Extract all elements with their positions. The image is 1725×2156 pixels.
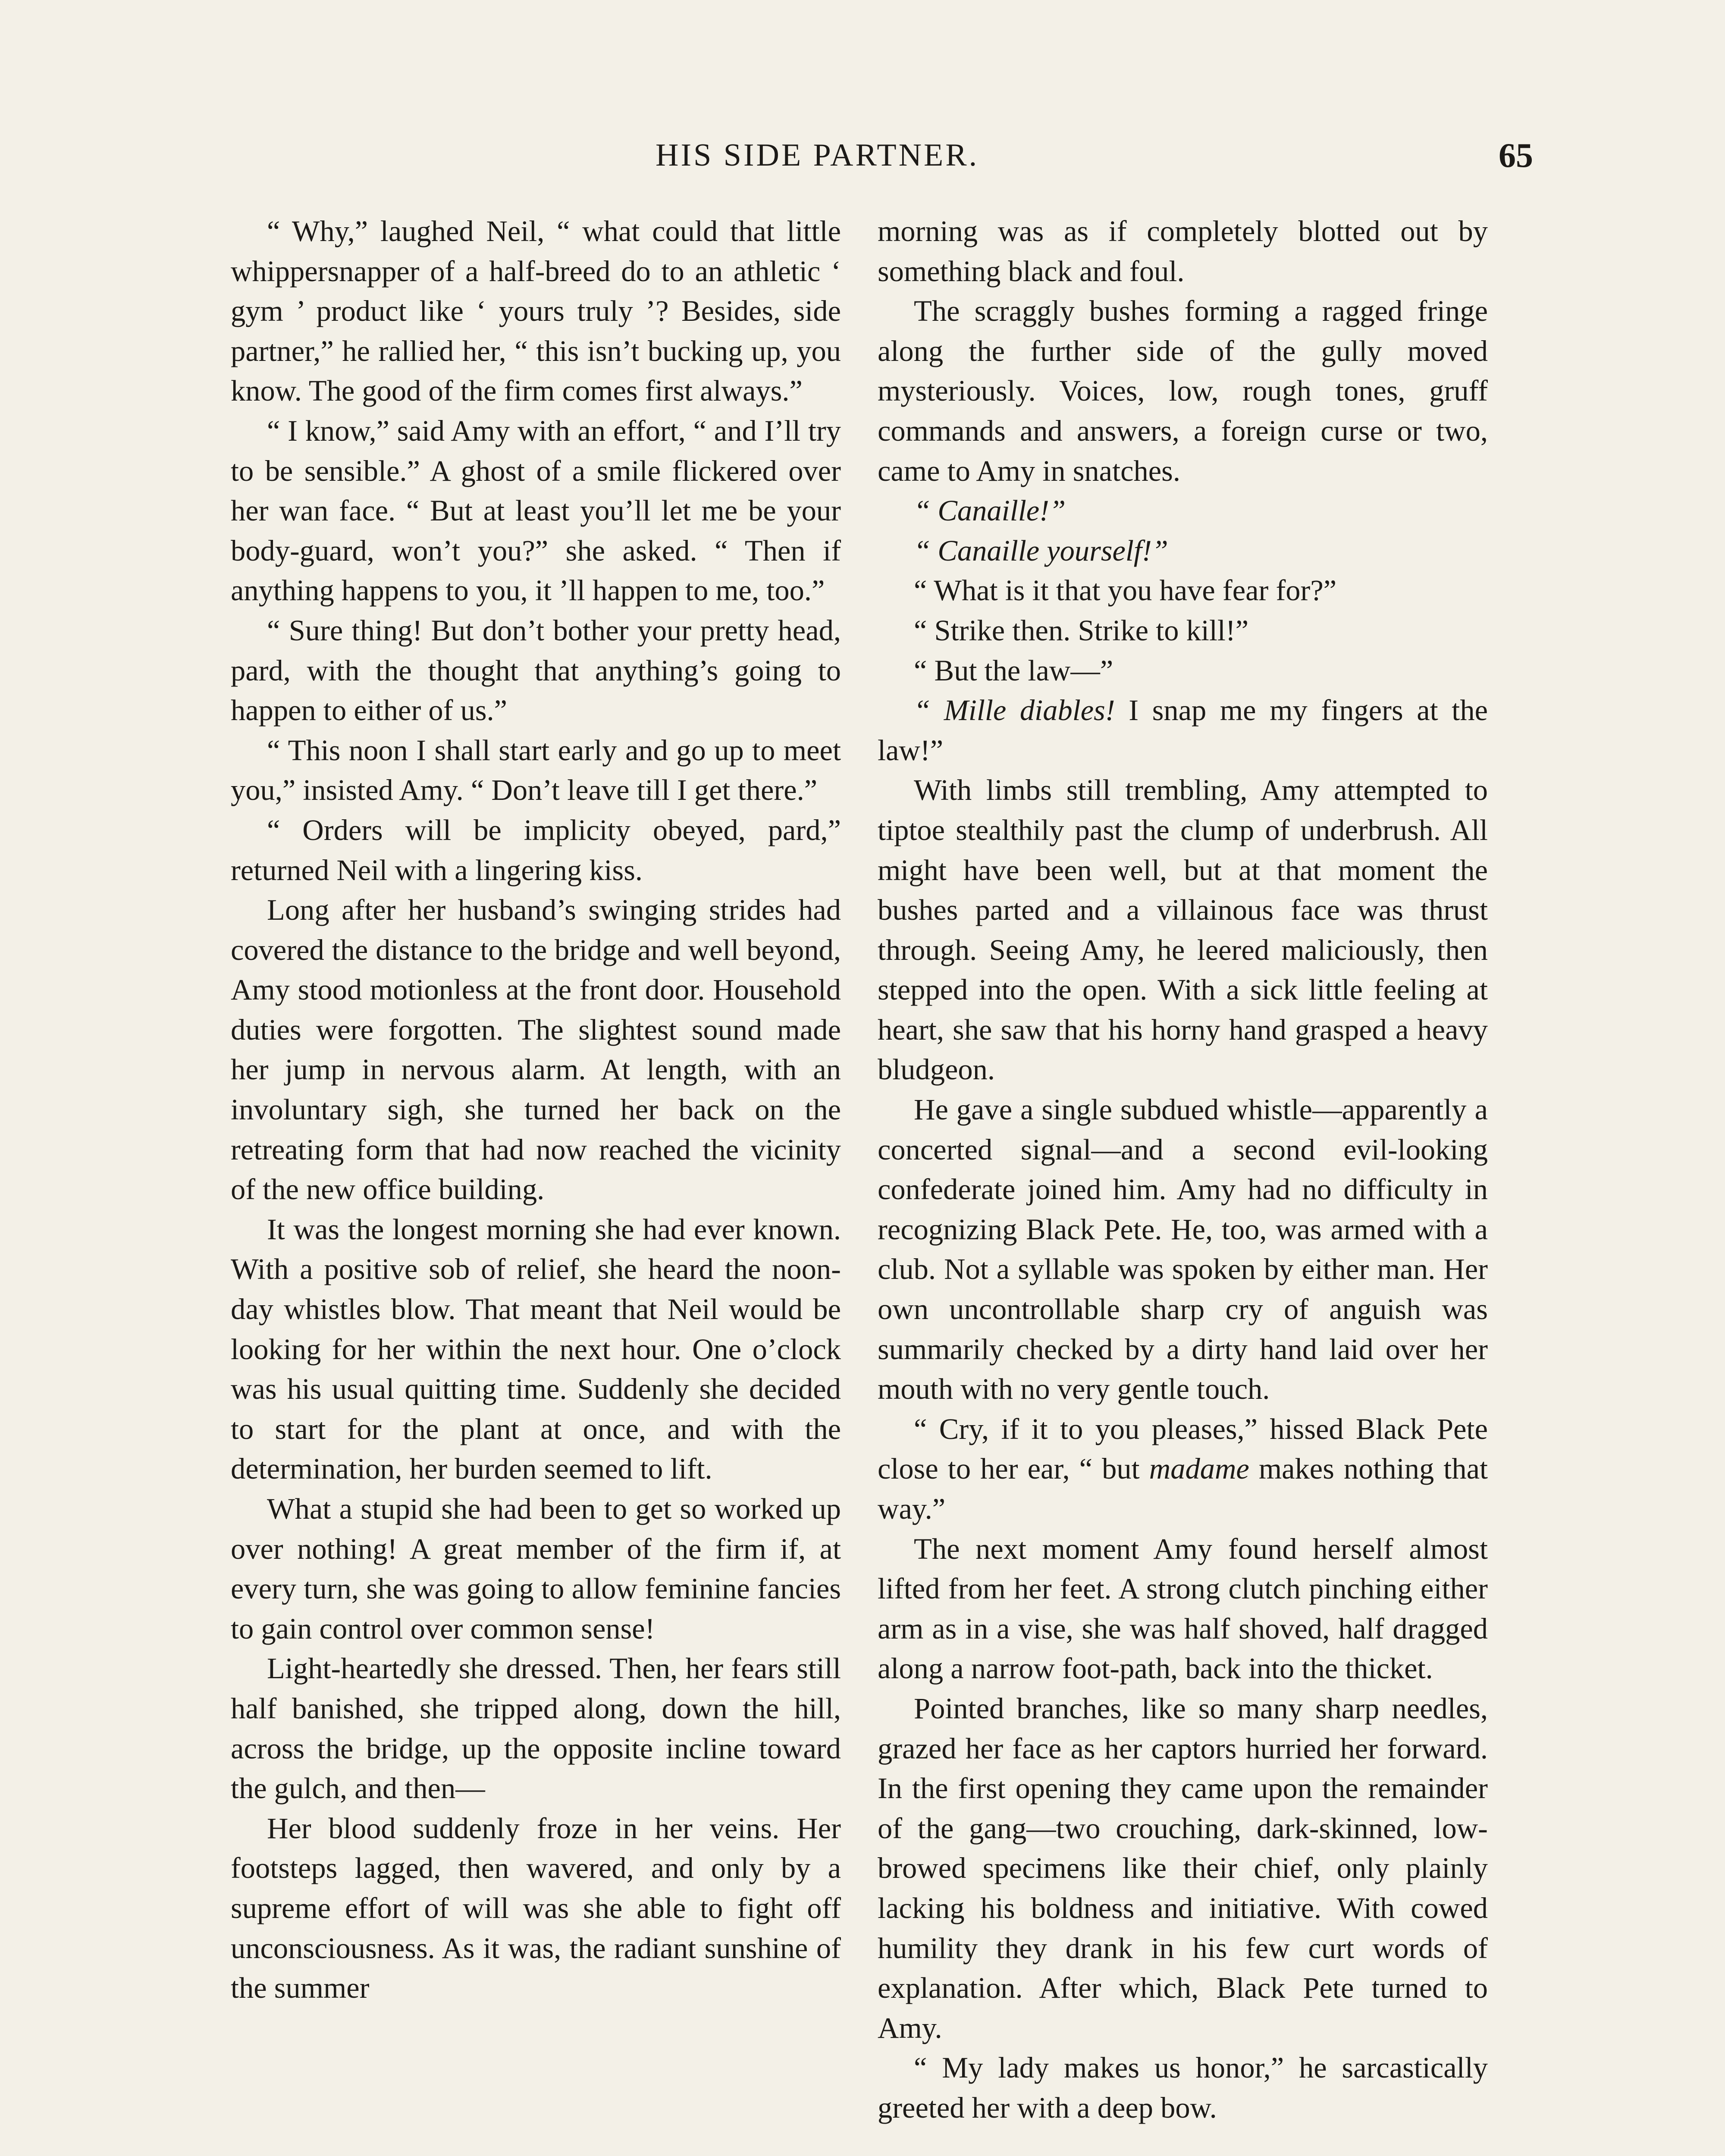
paragraph: The scraggly bushes forming a ragged fringe along the further side of the gully moved mysteriously. Voices, low, rough tones, gruff commands and answers, a foreign curse or two, came to Amy in snatches. [878, 295, 1488, 487]
dialogue-text: makes nothing that way.” [878, 1452, 1488, 1525]
paragraph: Her blood suddenly froze in her veins. Her footsteps lagged, then wavered, and only by a supreme effort of will was she able to fight off unconsciousness. As it was, the radiant sunshine of the summer [231, 1811, 841, 2005]
paragraph: It was the longest morning she had ever known. With a positive sob of relief, she heard the noon-day whistles blow. That meant that Neil would be looking for her within the next hour. One o’clock was his usual quitting time. Suddenly she decided to start for the plant at once, and with the determination, her burden seemed to lift. [231, 1213, 841, 1485]
paragraph: “ Orders will be implicity obeyed, pard,” returned Neil with a lingering kiss. [231, 813, 841, 887]
right-column [878, 211, 1488, 2128]
paragraph: “ Sure thing! But don’t bother your pretty head, pard, with the thought that anything’s going to happen to either of us.” [231, 614, 841, 727]
paragraph: Light-heartedly she dressed. Then, her fears still half banished, she tripped along, down the hill, across the bridge, up the opposite incline toward the gulch, and then— [231, 1652, 841, 1805]
page-number: 65 [1499, 137, 1533, 175]
paragraph [878, 1409, 1488, 1529]
paragraph: The next moment Amy found herself almost lifted from her feet. A strong clutch pinching either arm as in a vise, she was half shoved, half dragged along a narrow foot-path, back into the thicket. [878, 1532, 1488, 1685]
paragraph: Pointed branches, like so many sharp needles, grazed her face as her captors hurried her forward. In the first opening they came upon the remainder of the gang—two crouching, dark-skinned, low-browed specimens like their chief, only plainly lacking his boldness and initiative. With cowed humility they drank in his few curt words of explanation. After which, Black Pete turned to Amy. [878, 1692, 1488, 2044]
paragraph: “ I know,” said Amy with an effort, “ and I’ll try to be sensible.” A ghost of a smile flickered over her wan face. “ But at least you’ll let me be your body-guard, won’t you?” she asked. “ Then if anything happens to you, it ’ll happen to me, too.” [231, 414, 841, 607]
dialogue-text: “ Cry, if it to you pleases,” hissed Black Pete close to her ear, “ but [878, 1412, 1488, 1485]
paragraph-continued: morning was as if completely blotted out by something black and foul. [878, 215, 1488, 288]
running-head: HIS SIDE PARTNER. [656, 138, 979, 173]
dialogue-line: “ Strike then. Strike to kill!” [914, 614, 1249, 647]
italic-phrase: “ Mille diables! [914, 694, 1115, 727]
dialogue-line: “ Canaille!” [914, 494, 1066, 527]
paragraph: “ My lady makes us honor,” he sarcastically greeted her with a deep bow. [878, 2051, 1488, 2124]
dialogue-line: “ What is it that you have fear for?” [914, 574, 1337, 607]
paragraph: What a stupid she had been to get so worked up over nothing! A great member of the firm if, at every turn, she was going to allow feminine fancies to gain control over common sense! [231, 1492, 841, 1645]
paragraph: “ Why,” laughed Neil, “ what could that little whippersnapper of a half-breed do to an athletic ‘ gym ’ product like ‘ yours truly ’? Besides, side partner,” he rallied her, “ this isn’t bucking up, you know. The good of the firm comes first always.” [231, 215, 841, 407]
dialogue-line [878, 690, 1488, 770]
dialogue-line: “ Canaille yourself!” [914, 534, 1168, 567]
dialogue-line: “ But the law—” [914, 654, 1113, 687]
paragraph: Long after her husband’s swinging strides had covered the distance to the bridge and well beyond, Amy stood motionless at the front door. Household duties were forgotten. The slightest sound made her jump in nervous alarm. At length, with an involuntary sigh, she turned her back on the retreating form that had now reached the vicinity of the new office building. [231, 893, 841, 1206]
paragraph: “ This noon I shall start early and go up to meet you,” insisted Amy. “ Don’t leave till I get there.” [231, 733, 841, 807]
paragraph: He gave a single subdued whistle—apparently a concerted signal—and a second evil-looking confederate joined him. Amy had no difficulty in recognizing Black Pete. He, too, was armed with a club. Not a syllable was spoken by either man. Her own uncontrollable sharp cry of anguish was summarily checked by a dirty hand laid over her mouth with no very gentle touch. [878, 1093, 1488, 1406]
dialogue-text: I snap me my fingers at the law!” [878, 694, 1488, 767]
left-column [231, 211, 841, 2008]
paragraph: With limbs still trembling, Amy attempted to tiptoe stealthily past the clump of underbrush. All might have been well, but at that moment the bushes parted and a villainous face was thrust through. Seeing Amy, he leered maliciously, then stepped into the open. With a sick little feeling at heart, she saw that his horny hand grasped a heavy bludgeon. [878, 774, 1488, 1086]
italic-word: madame [1149, 1452, 1249, 1485]
